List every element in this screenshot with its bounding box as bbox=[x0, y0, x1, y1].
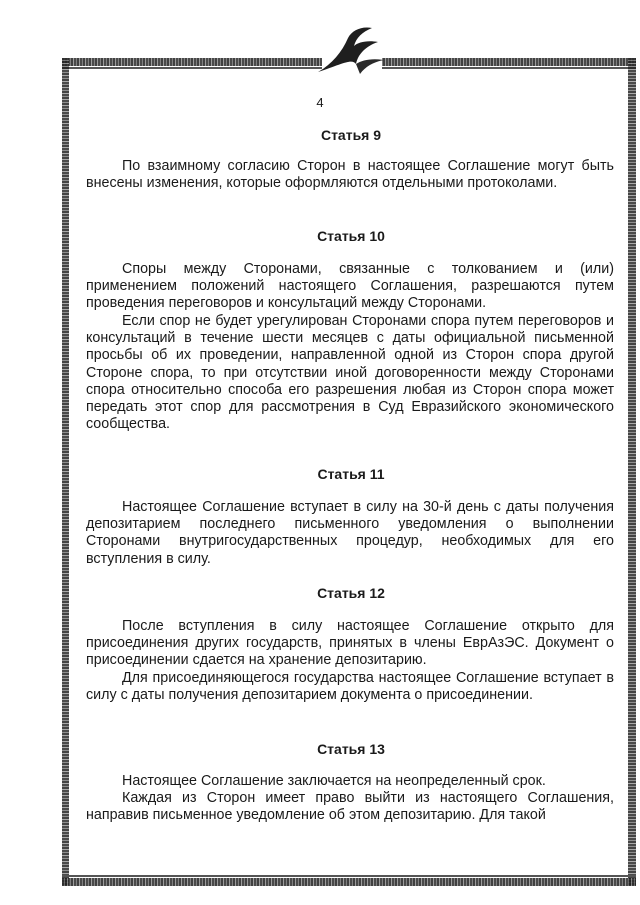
border-bottom-inner bbox=[62, 875, 636, 877]
article-10-heading: Статья 10 bbox=[317, 228, 385, 244]
article-11-heading: Статья 11 bbox=[317, 466, 385, 482]
border-left bbox=[62, 58, 69, 886]
article-11-paragraph-1: Настоящее Соглашение вступает в силу на 30-й день с даты получения депозитарием последнего письменного уведомления о выполнении Сторонами внутригосударственных процедур, необходимых для его вступления в силу. bbox=[86, 499, 614, 567]
article-9-heading: Статья 9 bbox=[320, 127, 382, 143]
article-13-paragraph-1: Настоящее Соглашение заключается на неопределенный срок. bbox=[122, 773, 546, 789]
article-12-paragraph-2: Для присоединяющегося государства настоящее Соглашение вступает в силу с даты получения депозитарием документа о присоединении. bbox=[86, 670, 614, 704]
article-12-heading: Статья 12 bbox=[317, 585, 385, 601]
emblem-icon bbox=[312, 24, 390, 80]
article-13-heading: Статья 13 bbox=[317, 741, 385, 757]
article-9-paragraph-1: По взаимному согласию Сторон в настоящее Соглашение могут быть внесены изменения, которые оформляются отдельными протоколами. bbox=[86, 158, 614, 192]
article-12-paragraph-1: После вступления в силу настоящее Соглашение открыто для присоединения других государств, принятых в члены ЕврАзЭС. Документ о присоединении сдается на хранение депозитарию. bbox=[86, 618, 614, 669]
article-10-paragraph-1: Споры между Сторонами, связанные с толкованием и (или) применением положений настоящего Соглашения, разрешаются путем проведения переговоров и консультаций между Сторонами. bbox=[86, 261, 614, 312]
article-13-paragraph-2: Каждая из Сторон имеет право выйти из настоящего Соглашения, направив письменное уведомление об этом депозитарию. Для такой bbox=[86, 790, 614, 824]
page-number: 4 bbox=[316, 95, 324, 110]
article-10-paragraph-2: Если спор не будет урегулирован Сторонами спора путем переговоров и консультаций в течение шести месяцев с даты официальной письменной просьбы об их проведении, направленной одной из Сторон спора другой Стороне спора, то при отсутствии иной договоренности между Сторонами спора относительно способа его разрешения любая из Сторон спора может передать этот спор для рассмотрения в Суд Евразийского экономического сообщества. bbox=[86, 313, 614, 433]
border-right bbox=[628, 58, 636, 886]
border-bottom bbox=[62, 878, 636, 886]
